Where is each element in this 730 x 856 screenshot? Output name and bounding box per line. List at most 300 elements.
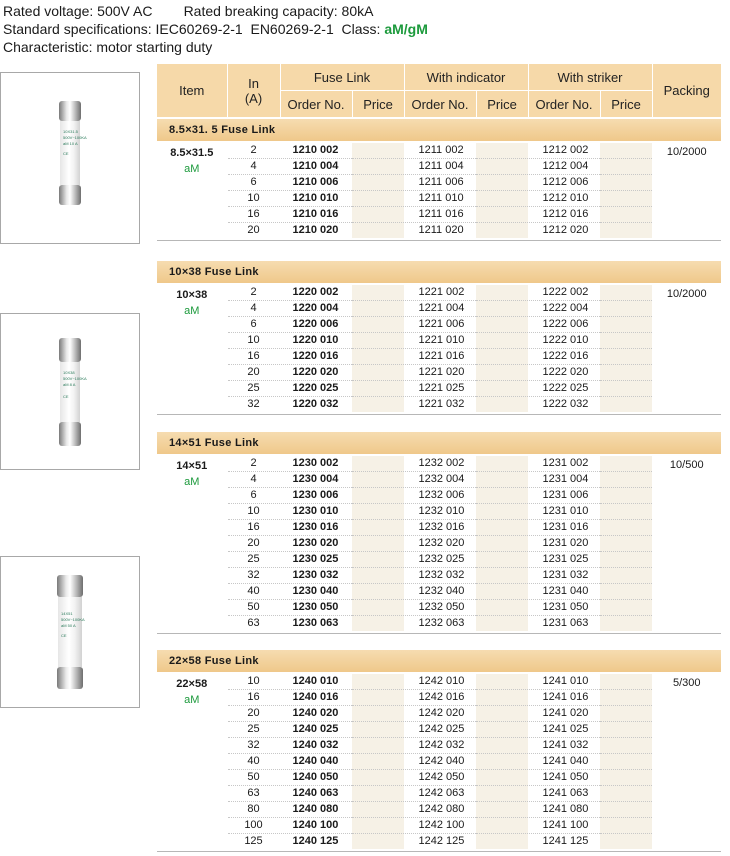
indicator-price (476, 802, 528, 818)
indicator-price (476, 207, 528, 223)
indicator-order-no: 1221 032 (404, 397, 476, 413)
striker-price (600, 472, 652, 488)
rated-current: 80 (227, 802, 280, 818)
fuse-print-line: 500V~100KA (63, 135, 87, 140)
fuse-print-line: 10X38 (63, 370, 75, 375)
group-band-title: 10×38 Fuse Link (157, 261, 721, 283)
indicator-price (476, 143, 528, 159)
striker-price (600, 690, 652, 706)
rated-current: 50 (227, 770, 280, 786)
fuse-link-order-no: 1210 006 (280, 175, 352, 191)
fuse-link-price (352, 802, 404, 818)
indicator-order-no: 1221 006 (404, 317, 476, 333)
group-table (157, 143, 721, 238)
fuse-cartridge-icon (59, 338, 87, 446)
fuse-link-price (352, 552, 404, 568)
indicator-order-no: 1232 010 (404, 504, 476, 520)
fuse-print-line: CE (63, 151, 69, 156)
item-size: 10×38 (176, 289, 208, 301)
striker-order-no: 1241 020 (528, 706, 600, 722)
indicator-price (476, 472, 528, 488)
fuse-link-price (352, 584, 404, 600)
fuse-link-order-no: 1230 025 (280, 552, 352, 568)
indicator-order-no: 1221 025 (404, 381, 476, 397)
rated-current: 20 (227, 536, 280, 552)
indicator-price (476, 488, 528, 504)
item-cell (157, 285, 227, 412)
table-row (157, 349, 721, 365)
indicator-order-no: 1232 063 (404, 616, 476, 632)
striker-order-no: 1212 016 (528, 207, 600, 223)
fuse-link-order-no: 1230 004 (280, 472, 352, 488)
table-row (157, 285, 721, 301)
fuse-link-order-no: 1240 125 (280, 834, 352, 850)
fuse-link-order-no: 1210 016 (280, 207, 352, 223)
fuse-link-price (352, 191, 404, 207)
fuse-link-price (352, 456, 404, 472)
indicator-order-no: 1221 016 (404, 349, 476, 365)
table-row (157, 674, 721, 690)
indicator-order-no: 1242 040 (404, 754, 476, 770)
rated-current: 4 (227, 472, 280, 488)
indicator-order-no: 1232 032 (404, 568, 476, 584)
fuse-link-price (352, 472, 404, 488)
indicator-price (476, 834, 528, 850)
fuse-link-order-no: 1240 050 (280, 770, 352, 786)
item-class: aM (184, 694, 200, 706)
indicator-order-no: 1221 020 (404, 365, 476, 381)
fuse-print-line: CE (61, 633, 67, 638)
rated-current: 50 (227, 600, 280, 616)
indicator-price (476, 504, 528, 520)
indicator-price (476, 600, 528, 616)
striker-price (600, 143, 652, 159)
striker-price (600, 504, 652, 520)
spec-line-standard (3, 20, 428, 38)
indicator-order-no: 1211 002 (404, 143, 476, 159)
fuse-link-order-no: 1240 100 (280, 818, 352, 834)
striker-price (600, 802, 652, 818)
indicator-price (476, 674, 528, 690)
striker-price (600, 568, 652, 584)
indicator-price (476, 690, 528, 706)
striker-order-no: 1241 080 (528, 802, 600, 818)
striker-order-no: 1222 032 (528, 397, 600, 413)
fuse-link-price (352, 690, 404, 706)
table-row (157, 584, 721, 600)
indicator-price (476, 738, 528, 754)
striker-price (600, 786, 652, 802)
indicator-order-no: 1232 006 (404, 488, 476, 504)
fuse-print-line: aM 50 A (61, 623, 76, 628)
table-row (157, 536, 721, 552)
rated-current: 20 (227, 365, 280, 381)
striker-price (600, 738, 652, 754)
fuse-link-price (352, 600, 404, 616)
fuse-link-order-no: 1230 020 (280, 536, 352, 552)
rated-current: 100 (227, 818, 280, 834)
rated-current: 32 (227, 738, 280, 754)
striker-order-no: 1212 010 (528, 191, 600, 207)
striker-price (600, 722, 652, 738)
indicator-order-no: 1242 020 (404, 706, 476, 722)
item-size: 14×51 (176, 460, 208, 472)
striker-order-no: 1241 010 (528, 674, 600, 690)
item-cell (157, 456, 227, 631)
striker-price (600, 175, 652, 191)
table-row (157, 301, 721, 317)
striker-price (600, 536, 652, 552)
striker-price (600, 333, 652, 349)
striker-price (600, 754, 652, 770)
striker-price (600, 456, 652, 472)
breaking-capacity: Rated breaking capacity: 80kA (183, 3, 374, 19)
striker-order-no: 1212 006 (528, 175, 600, 191)
indicator-price (476, 456, 528, 472)
fuse-link-price (352, 285, 404, 301)
fuse-link-price (352, 301, 404, 317)
table-row (157, 504, 721, 520)
table-row (157, 706, 721, 722)
indicator-order-no: 1242 010 (404, 674, 476, 690)
header-price: Price (600, 91, 652, 118)
indicator-order-no: 1211 020 (404, 223, 476, 239)
header-with-indicator: With indicator (404, 64, 528, 91)
indicator-price (476, 770, 528, 786)
fuse-link-order-no: 1230 050 (280, 600, 352, 616)
striker-price (600, 365, 652, 381)
indicator-order-no: 1211 004 (404, 159, 476, 175)
packing-cell: 10/2000 (652, 285, 721, 412)
group-bottom-rule (157, 633, 721, 634)
table-row (157, 488, 721, 504)
rated-current: 20 (227, 706, 280, 722)
rated-current: 63 (227, 616, 280, 632)
rated-current: 2 (227, 285, 280, 301)
fuse-link-order-no: 1230 006 (280, 488, 352, 504)
group-band-title: 8.5×31. 5 Fuse Link (157, 119, 721, 141)
fuse-link-price (352, 207, 404, 223)
table-row (157, 456, 721, 472)
rated-current: 6 (227, 317, 280, 333)
fuse-link-price (352, 786, 404, 802)
striker-order-no: 1241 032 (528, 738, 600, 754)
indicator-order-no: 1232 002 (404, 456, 476, 472)
fuse-link-price (352, 616, 404, 632)
indicator-order-no: 1232 004 (404, 472, 476, 488)
fuse-photo-8-5x31-5 (0, 72, 140, 244)
striker-price (600, 616, 652, 632)
rated-current: 125 (227, 834, 280, 850)
table-row (157, 754, 721, 770)
table-row (157, 600, 721, 616)
fuse-link-price (352, 333, 404, 349)
rated-current: 16 (227, 690, 280, 706)
striker-price (600, 207, 652, 223)
header-in (227, 64, 280, 117)
indicator-order-no: 1232 050 (404, 600, 476, 616)
fuse-print-line: CE (63, 394, 69, 399)
rated-current: 63 (227, 786, 280, 802)
class-value: aM/gM (384, 21, 428, 37)
fuse-link-price (352, 568, 404, 584)
fuse-link-price (352, 159, 404, 175)
striker-order-no: 1241 125 (528, 834, 600, 850)
rated-current: 6 (227, 488, 280, 504)
indicator-price (476, 786, 528, 802)
indicator-order-no: 1242 050 (404, 770, 476, 786)
table-row (157, 818, 721, 834)
rated-voltage: Rated voltage: 500V AC (3, 3, 153, 19)
fuse-link-order-no: 1240 016 (280, 690, 352, 706)
fuse-link-order-no: 1240 010 (280, 674, 352, 690)
rated-current: 4 (227, 301, 280, 317)
group-table (157, 456, 721, 631)
striker-order-no: 1241 040 (528, 754, 600, 770)
fuse-link-price (352, 317, 404, 333)
striker-price (600, 317, 652, 333)
striker-order-no: 1231 050 (528, 600, 600, 616)
indicator-price (476, 285, 528, 301)
striker-order-no: 1212 020 (528, 223, 600, 239)
striker-order-no: 1231 016 (528, 520, 600, 536)
rated-current: 4 (227, 159, 280, 175)
rated-current: 2 (227, 456, 280, 472)
striker-price (600, 552, 652, 568)
indicator-order-no: 1242 100 (404, 818, 476, 834)
item-size: 8.5×31.5 (170, 147, 214, 159)
item-class: aM (184, 305, 200, 317)
fuse-link-price (352, 488, 404, 504)
fuse-link-order-no: 1240 025 (280, 722, 352, 738)
striker-order-no: 1222 006 (528, 317, 600, 333)
indicator-price (476, 159, 528, 175)
striker-order-no: 1222 004 (528, 301, 600, 317)
striker-price (600, 159, 652, 175)
striker-price (600, 285, 652, 301)
striker-order-no: 1231 040 (528, 584, 600, 600)
group-bottom-rule (157, 851, 721, 852)
fuse-link-order-no: 1240 063 (280, 786, 352, 802)
header-item: Item (157, 64, 227, 117)
rated-current: 2 (227, 143, 280, 159)
table-row (157, 381, 721, 397)
striker-order-no: 1212 004 (528, 159, 600, 175)
indicator-price (476, 818, 528, 834)
fuse-link-order-no: 1220 004 (280, 301, 352, 317)
fuse-link-price (352, 520, 404, 536)
striker-order-no: 1231 020 (528, 536, 600, 552)
fuse-link-order-no: 1230 002 (280, 456, 352, 472)
indicator-order-no: 1232 040 (404, 584, 476, 600)
indicator-price (476, 536, 528, 552)
fuse-link-price (352, 223, 404, 239)
spec-line-characteristic: Characteristic: motor starting duty (3, 39, 213, 55)
striker-order-no: 1231 002 (528, 456, 600, 472)
striker-price (600, 818, 652, 834)
fuse-link-price (352, 536, 404, 552)
table-row (157, 738, 721, 754)
table-row (157, 365, 721, 381)
fuse-cartridge-icon (59, 101, 87, 205)
indicator-price (476, 722, 528, 738)
fuse-link-price (352, 143, 404, 159)
fuse-link-order-no: 1240 032 (280, 738, 352, 754)
table-row (157, 175, 721, 191)
packing-cell: 10/500 (652, 456, 721, 631)
table-row (157, 568, 721, 584)
group-bottom-rule (157, 240, 721, 241)
striker-order-no: 1241 016 (528, 690, 600, 706)
fuse-link-order-no: 1220 016 (280, 349, 352, 365)
striker-price (600, 381, 652, 397)
indicator-order-no: 1221 002 (404, 285, 476, 301)
striker-price (600, 488, 652, 504)
fuse-link-price (352, 504, 404, 520)
striker-price (600, 191, 652, 207)
fuse-link-order-no: 1230 016 (280, 520, 352, 536)
fuse-link-order-no: 1230 040 (280, 584, 352, 600)
fuse-link-order-no: 1220 032 (280, 397, 352, 413)
table-row (157, 834, 721, 850)
rated-current: 6 (227, 175, 280, 191)
group-band-title: 14×51 Fuse Link (157, 432, 721, 454)
group-bottom-rule (157, 414, 721, 415)
striker-price (600, 301, 652, 317)
table-row (157, 159, 721, 175)
rated-current: 16 (227, 349, 280, 365)
fuse-link-price (352, 349, 404, 365)
fuse-print-line: aM 8 A (63, 382, 76, 387)
fuse-print-line: 500V~100KA (61, 617, 85, 622)
indicator-order-no: 1242 125 (404, 834, 476, 850)
packing-cell: 5/300 (652, 674, 721, 849)
striker-order-no: 1241 063 (528, 786, 600, 802)
indicator-price (476, 520, 528, 536)
indicator-price (476, 568, 528, 584)
indicator-order-no: 1232 016 (404, 520, 476, 536)
fuse-link-order-no: 1220 002 (280, 285, 352, 301)
table-row (157, 770, 721, 786)
header-price: Price (352, 91, 404, 118)
item-size: 22×58 (176, 678, 208, 690)
striker-order-no: 1231 025 (528, 552, 600, 568)
striker-price (600, 834, 652, 850)
striker-order-no: 1241 025 (528, 722, 600, 738)
indicator-price (476, 301, 528, 317)
indicator-order-no: 1211 006 (404, 175, 476, 191)
fuse-link-price (352, 381, 404, 397)
header-fuse-link: Fuse Link (280, 64, 404, 91)
header-in-top: In (248, 75, 259, 91)
header-order-no: Order No. (404, 91, 476, 118)
fuse-link-order-no: 1210 010 (280, 191, 352, 207)
striker-order-no: 1222 020 (528, 365, 600, 381)
rated-current: 10 (227, 674, 280, 690)
striker-order-no: 1231 010 (528, 504, 600, 520)
indicator-price (476, 552, 528, 568)
fuse-link-order-no: 1210 002 (280, 143, 352, 159)
striker-order-no: 1231 004 (528, 472, 600, 488)
rated-current: 16 (227, 207, 280, 223)
striker-order-no: 1231 032 (528, 568, 600, 584)
striker-order-no: 1222 025 (528, 381, 600, 397)
indicator-price (476, 333, 528, 349)
fuse-photo-10x38 (0, 313, 140, 470)
fuse-link-price (352, 834, 404, 850)
indicator-price (476, 397, 528, 413)
indicator-price (476, 616, 528, 632)
rated-current: 10 (227, 191, 280, 207)
fuse-link-price (352, 674, 404, 690)
indicator-price (476, 317, 528, 333)
fuse-link-order-no: 1230 032 (280, 568, 352, 584)
fuse-link-order-no: 1220 020 (280, 365, 352, 381)
indicator-order-no: 1232 020 (404, 536, 476, 552)
table-row (157, 690, 721, 706)
spec-line-voltage (3, 2, 373, 20)
fuse-link-price (352, 175, 404, 191)
rated-current: 32 (227, 568, 280, 584)
table-row (157, 333, 721, 349)
indicator-order-no: 1242 016 (404, 690, 476, 706)
header-with-striker: With striker (528, 64, 652, 91)
table-row (157, 397, 721, 413)
striker-price (600, 674, 652, 690)
fuse-link-price (352, 365, 404, 381)
fuse-link-order-no: 1210 020 (280, 223, 352, 239)
item-cell (157, 674, 227, 849)
rated-current: 32 (227, 397, 280, 413)
table-row (157, 223, 721, 239)
header-order-no: Order No. (280, 91, 352, 118)
table-row (157, 802, 721, 818)
standard-specifications: Standard specifications: IEC60269-2-1 EN60269-2-1 Class: (3, 21, 385, 37)
indicator-price (476, 584, 528, 600)
header-price: Price (476, 91, 528, 118)
indicator-order-no: 1242 032 (404, 738, 476, 754)
rated-current: 10 (227, 504, 280, 520)
indicator-price (476, 706, 528, 722)
indicator-order-no: 1211 016 (404, 207, 476, 223)
striker-price (600, 349, 652, 365)
item-class: aM (184, 476, 200, 488)
striker-price (600, 520, 652, 536)
fuse-link-order-no: 1210 004 (280, 159, 352, 175)
table-row (157, 207, 721, 223)
indicator-order-no: 1242 063 (404, 786, 476, 802)
fuse-photo-14x51 (0, 556, 140, 708)
fuse-cartridge-icon (57, 575, 83, 689)
fuse-link-price (352, 397, 404, 413)
indicator-price (476, 365, 528, 381)
packing-cell: 10/2000 (652, 143, 721, 238)
group-table (157, 674, 721, 849)
group-band-title: 22×58 Fuse Link (157, 650, 721, 672)
fuse-link-price (352, 818, 404, 834)
rated-current: 20 (227, 223, 280, 239)
rated-current: 25 (227, 722, 280, 738)
fuse-link-order-no: 1240 020 (280, 706, 352, 722)
rated-current: 25 (227, 381, 280, 397)
fuse-link-price (352, 754, 404, 770)
fuse-print-line: 500V~100KA (63, 376, 87, 381)
striker-price (600, 706, 652, 722)
table-header (157, 64, 721, 117)
fuse-link-order-no: 1220 025 (280, 381, 352, 397)
fuse-link-order-no: 1220 006 (280, 317, 352, 333)
striker-order-no: 1222 010 (528, 333, 600, 349)
